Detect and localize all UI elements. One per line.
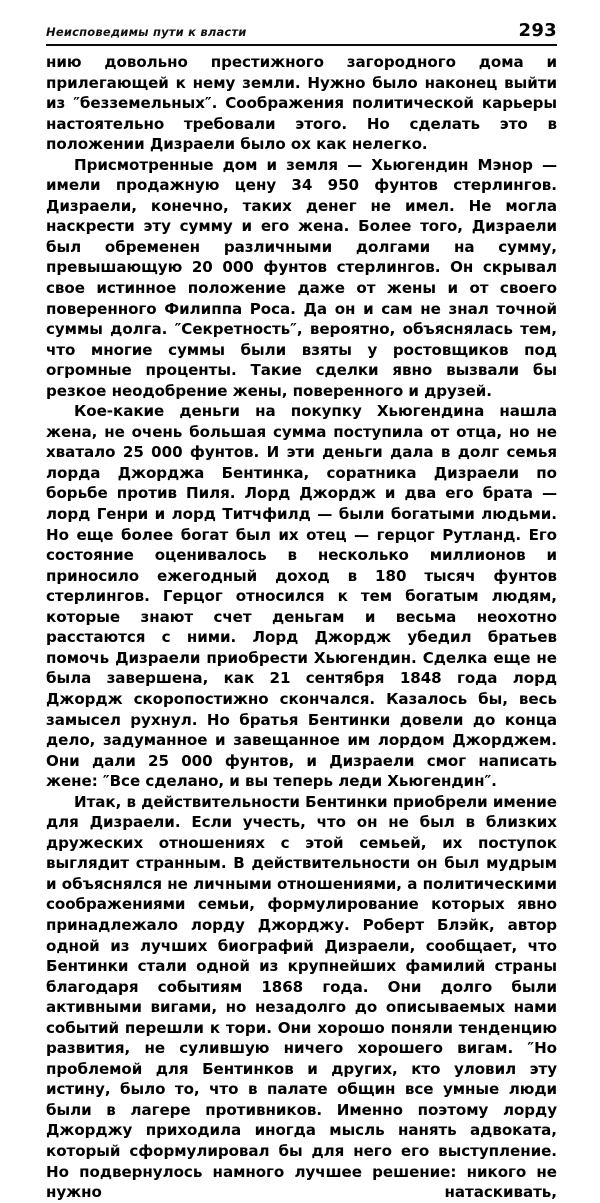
paragraph: Кое-какие деньги на покупку Хьюгендина нашла жена, не очень большая сумма поступила от отца, но не хватало 25 000 фунтов. И эти деньги дала в долг семья лорда Джорджа Бентинка, соратника Дизраели по борьбе против Пиля. Лорд Джордж и два его брата — лорд Генри и лорд Титчфилд — были богатыми людьми. Но еще более богат был их отец — герцог Рутланд. Его состояние оценивалось в несколько миллионов и приносило ежегодный доход в 180 тысяч фунтов стерлингов. Герцог относился к тем богатым людям, которые знают счет деньгам и весьма неохотно расстаются с ними. Лорд Джордж убедил братьев помочь Дизраели приобрести Хьюгендин. Сделка еще не была завершена, как 21 сентября 1848 года лорд Джордж скоропостижно скончался. Казалось бы, весь замысел рухнул. Но братья Бентинки довели до конца дело, задуманное и завещанное им лордом Джорджем. Они дали 25 000 фунтов, и Дизраели смог написать жене: ″Все сделано, и вы теперь леди Хьюгендин″.	[46, 402, 557, 791]
paragraph: Присмотренные дом и земля — Хьюгендин Мэнор — имели продажную цену 34 950 фунтов стерлингов. Дизраели, конечно, таких денег не имел. Не могла наскрести эту сумму и его жена. Более того, Дизраели был обременен различными долгами на сумму, превышающую 20 000 фунтов стерлингов. Он скрывал свое истинное положение даже от жены и от своего поверенного Филиппа Роса. Да он и сам не знал точной суммы долга. ″Секретность″, вероятно, объяснялась тем, что многие суммы были взяты у ростовщиков под огромные проценты. Такие сделки явно вызвали бы резкое неодобрение жены, поверенного и друзей.	[46, 155, 557, 400]
body-text	[46, 52, 557, 1203]
paragraph: нию довольно престижного загородного дома и прилегающей к нему земли. Нужно было наконец выйти из ″безземельных″. Соображения политической карьеры настоятельно требовали этого. Но сделать это в положении Дизраели было ох как нелегко.	[46, 53, 557, 154]
page-number: 293	[518, 20, 557, 41]
running-head-title: Неисповедимы пути к власти	[46, 25, 247, 39]
paragraph: Итак, в действительности Бентинки приобрели имение для Дизраели. Если учесть, что он не был в близких дружеских отношениях с этой семьей, их поступок выглядит странным. В действительности он был мудрым и объяснялся не личными отношениями, а политическими соображениями семьи, формулирование которых явно принадлежало лорду Джорджу. Роберт Блэйк, автор одной из лучших биографий Дизраели, сообщает, что Бентинки стали одной из крупнейших фамилий страны благодаря событиям 1868 года. Они долго были активными вигами, но незадолго до описываемых нами событий перешли к тори. Они хорошо поняли тенденцию развития, не сулившую ничего хорошего вигам. ″Но проблемой для Бентинков и других, кто уловил эту истину, было то, что в палате общин все умные люди были в лагере противников. Именно поэтому лорду Джорджу приходила иногда мысль нанять адвоката, который сформулировал бы для него его выступление. Но подвернулось намного лучшее решение: никого не нужно натаскивать,	[46, 792, 557, 1202]
header-divider	[46, 44, 557, 46]
page-header	[46, 20, 557, 42]
